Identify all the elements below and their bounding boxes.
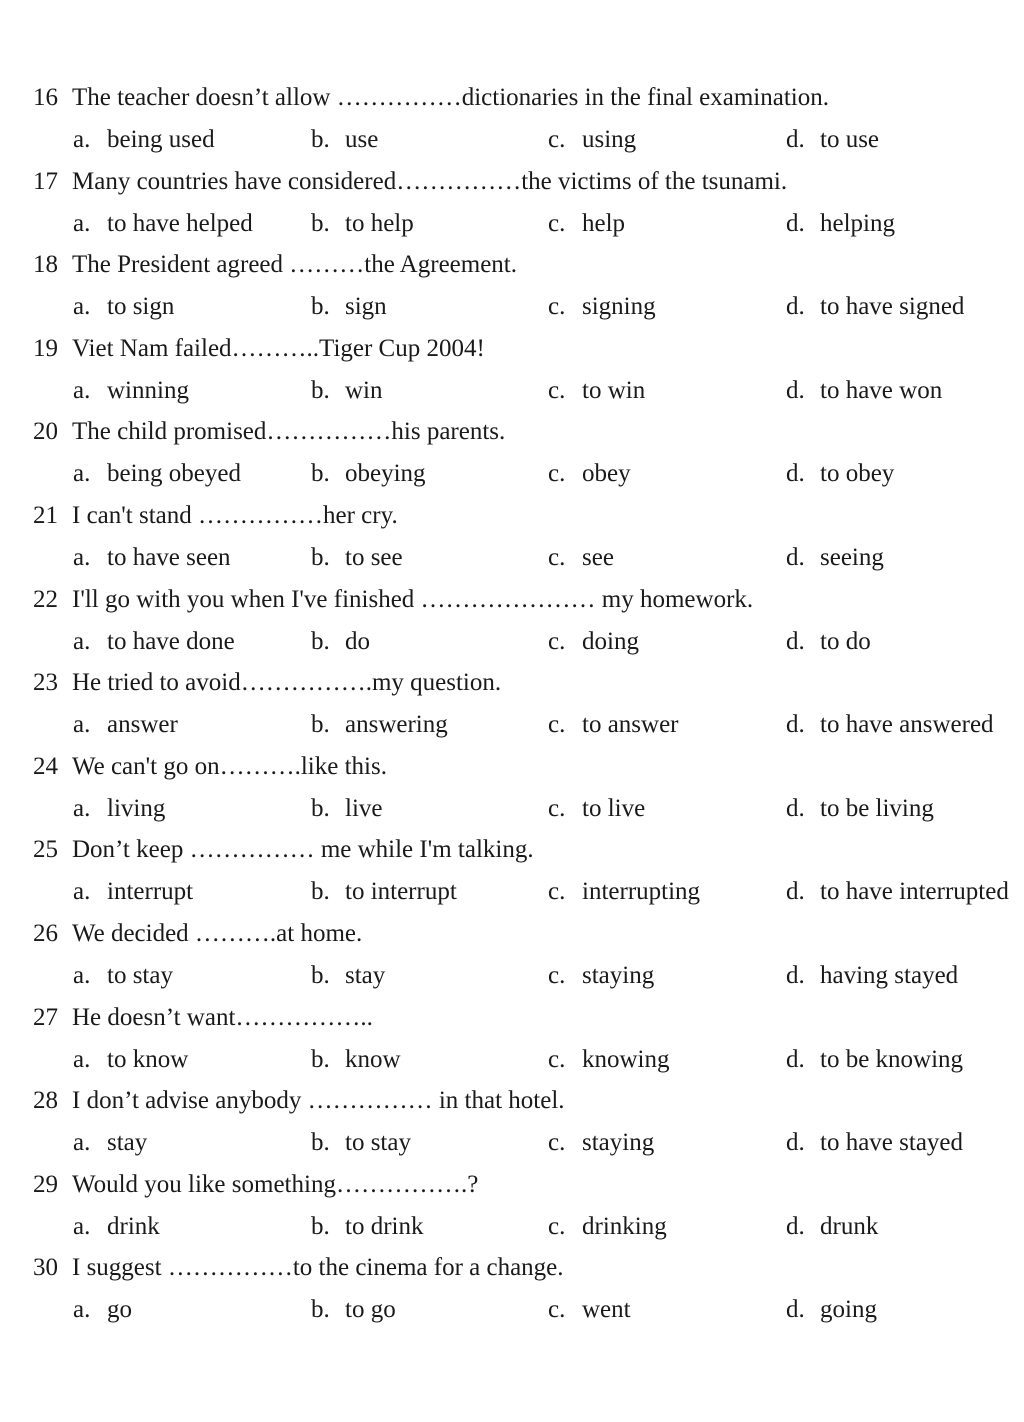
option-text: interrupt	[107, 878, 194, 906]
option-letter: c.	[548, 1045, 566, 1073]
question-text: Viet Nam failed………..Tiger Cup 2004!	[72, 334, 485, 362]
option-letter: a.	[73, 961, 91, 989]
option-text: to help	[345, 209, 414, 237]
question-line	[33, 747, 387, 787]
question-item	[0, 830, 1024, 914]
answer-options	[0, 371, 1024, 411]
option-text: staying	[582, 961, 655, 989]
option-letter: c.	[548, 1296, 566, 1324]
option-text: winning	[107, 376, 189, 404]
option-letter: d.	[786, 794, 805, 822]
answer-option[interactable]	[73, 1290, 132, 1330]
option-text: sign	[345, 293, 387, 321]
option-letter: d.	[786, 126, 805, 153]
option-letter: b.	[311, 627, 330, 655]
answer-options	[0, 622, 1024, 662]
question-text: He tried to avoid…………….my question.	[72, 669, 502, 697]
answer-option[interactable]	[73, 204, 253, 244]
option-text: interrupting	[582, 878, 701, 906]
question-number: 16	[33, 84, 58, 111]
question-item	[0, 329, 1024, 413]
option-letter: c.	[548, 627, 566, 655]
answer-option[interactable]	[786, 371, 942, 411]
answer-option[interactable]	[311, 538, 403, 578]
answer-option[interactable]	[311, 204, 414, 244]
question-line	[33, 78, 829, 118]
answer-option[interactable]	[548, 371, 645, 411]
question-line	[33, 580, 753, 620]
option-text: to be living	[820, 794, 934, 822]
option-text: to drink	[345, 1212, 424, 1240]
option-letter: c.	[548, 794, 566, 822]
question-number: 20	[33, 418, 58, 446]
option-letter: d.	[786, 627, 805, 655]
answer-option[interactable]	[548, 120, 636, 160]
question-text: The child promised……………his parents.	[72, 418, 506, 446]
question-item	[0, 747, 1024, 831]
question-item	[0, 580, 1024, 664]
option-text: to answer	[582, 711, 679, 739]
option-text: to stay	[345, 1129, 411, 1157]
question-text: The President agreed ………the Agreement.	[72, 251, 517, 279]
question-number: 17	[33, 167, 58, 195]
option-letter: c.	[548, 293, 566, 321]
option-text: to have done	[107, 627, 235, 655]
option-letter: a.	[73, 209, 91, 237]
option-letter: a.	[73, 1296, 91, 1324]
option-text: living	[107, 794, 166, 822]
option-text: see	[582, 543, 614, 571]
answer-options	[0, 204, 1024, 244]
option-letter: d.	[786, 711, 805, 739]
question-number: 25	[33, 836, 58, 864]
question-text: I can't stand ……………her cry.	[72, 501, 398, 529]
answer-options	[0, 705, 1024, 745]
answer-option[interactable]	[73, 1207, 160, 1247]
question-item	[0, 412, 1024, 496]
option-letter: c.	[548, 209, 566, 237]
question-number: 29	[33, 1170, 58, 1198]
question-item	[0, 245, 1024, 329]
option-text: to have answered	[820, 711, 994, 739]
option-letter: a.	[73, 376, 91, 404]
question-text: Many countries have considered……………the victims of the tsunami.	[72, 167, 788, 195]
answer-option[interactable]	[311, 371, 383, 411]
option-text: to have stayed	[820, 1129, 964, 1157]
option-letter: b.	[311, 293, 330, 321]
question-text: I'll go with you when I've finished ………………… my homework.	[72, 585, 754, 613]
option-text: staying	[582, 1129, 655, 1157]
question-text: Don’t keep …………… me while I'm talking.	[72, 836, 534, 864]
question-number: 28	[33, 1087, 58, 1115]
answer-option[interactable]	[73, 538, 231, 578]
option-letter: c.	[548, 1129, 566, 1157]
answer-option[interactable]	[73, 622, 235, 662]
answer-option[interactable]	[73, 956, 173, 996]
option-letter: d.	[786, 543, 805, 571]
question-item	[0, 1248, 1024, 1332]
answer-option[interactable]	[73, 789, 165, 829]
question-item	[0, 162, 1024, 246]
option-letter: d.	[786, 1212, 805, 1240]
answer-option[interactable]	[311, 1290, 396, 1330]
option-letter: c.	[548, 460, 566, 488]
answer-option[interactable]	[548, 287, 656, 327]
option-letter: a.	[73, 543, 91, 571]
answer-option[interactable]	[311, 1123, 411, 1163]
answer-option[interactable]	[786, 789, 934, 829]
answer-option[interactable]	[311, 1040, 401, 1080]
option-text: having stayed	[820, 961, 959, 989]
option-letter: d.	[786, 1045, 805, 1073]
option-text: knowing	[582, 1045, 670, 1073]
option-letter: b.	[311, 126, 330, 153]
question-line	[33, 1165, 478, 1205]
answer-option[interactable]	[311, 454, 426, 494]
option-text: win	[345, 376, 383, 404]
option-letter: a.	[73, 627, 91, 655]
answer-options	[0, 1123, 1024, 1163]
option-letter: c.	[548, 376, 566, 404]
option-text: doing	[582, 627, 639, 655]
question-item	[0, 1165, 1024, 1249]
answer-option[interactable]	[786, 872, 1009, 912]
answer-option[interactable]	[548, 872, 700, 912]
answer-option[interactable]	[73, 1040, 188, 1080]
question-line	[33, 998, 373, 1038]
answer-option[interactable]	[548, 1040, 670, 1080]
option-text: to see	[345, 543, 403, 571]
question-line	[33, 830, 534, 870]
option-text: do	[345, 627, 370, 655]
option-letter: b.	[311, 1045, 330, 1073]
answer-option[interactable]	[786, 622, 871, 662]
answer-options	[0, 1207, 1024, 1247]
question-number: 22	[33, 585, 58, 613]
option-letter: b.	[311, 794, 330, 822]
question-number: 18	[33, 251, 58, 279]
option-letter: d.	[786, 460, 805, 488]
answer-option[interactable]	[311, 1207, 423, 1247]
option-text: obey	[582, 460, 631, 488]
option-letter: b.	[311, 961, 330, 989]
option-text: to have signed	[820, 293, 965, 321]
option-text: to have interrupted	[820, 878, 1009, 906]
option-letter: a.	[73, 126, 91, 153]
answer-option[interactable]	[548, 622, 639, 662]
option-text: use	[345, 126, 379, 153]
option-letter: d.	[786, 878, 805, 906]
question-line	[33, 1081, 565, 1121]
option-text: to go	[345, 1296, 396, 1324]
option-letter: b.	[311, 543, 330, 571]
option-text: live	[345, 794, 383, 822]
answer-option[interactable]	[548, 538, 614, 578]
option-text: being used	[107, 126, 215, 153]
option-letter: c.	[548, 878, 566, 906]
answer-option[interactable]	[548, 1123, 654, 1163]
answer-option[interactable]	[311, 705, 448, 745]
option-text: answering	[345, 711, 448, 739]
question-number: 26	[33, 919, 58, 947]
option-text: using	[582, 126, 637, 153]
exercise-page	[0, 78, 1024, 1332]
option-text: being obeyed	[107, 460, 241, 488]
option-text: help	[582, 209, 626, 237]
option-letter: b.	[311, 711, 330, 739]
option-text: seeing	[820, 543, 884, 571]
question-item	[0, 78, 1024, 162]
option-letter: b.	[311, 1296, 330, 1324]
option-text: drunk	[820, 1212, 879, 1240]
question-number: 19	[33, 334, 58, 362]
option-text: to sign	[107, 293, 175, 321]
answer-option[interactable]	[786, 1290, 877, 1330]
option-letter: a.	[73, 1212, 91, 1240]
answer-option[interactable]	[548, 956, 654, 996]
option-text: stay	[107, 1129, 148, 1157]
answer-options	[0, 538, 1024, 578]
question-text: Would you like something…………….?	[72, 1170, 479, 1198]
option-letter: a.	[73, 1129, 91, 1157]
option-text: to use	[820, 126, 880, 153]
answer-option[interactable]	[73, 120, 215, 160]
option-text: go	[107, 1296, 132, 1324]
question-line	[33, 1248, 564, 1288]
option-letter: a.	[73, 293, 91, 321]
option-text: to know	[107, 1045, 189, 1073]
answer-options	[0, 287, 1024, 327]
answer-option[interactable]	[311, 622, 370, 662]
answer-option[interactable]	[786, 705, 994, 745]
option-text: to have seen	[107, 543, 231, 571]
option-text: to live	[582, 794, 646, 822]
answer-option[interactable]	[548, 204, 625, 244]
option-text: helping	[820, 209, 895, 237]
answer-option[interactable]	[786, 1207, 878, 1247]
answer-option[interactable]	[311, 287, 387, 327]
answer-option[interactable]	[548, 1207, 667, 1247]
option-letter: a.	[73, 711, 91, 739]
option-text: answer	[107, 711, 178, 739]
answer-option[interactable]	[786, 120, 879, 160]
question-text: We decided ……….at home.	[72, 919, 363, 947]
option-text: went	[582, 1296, 631, 1324]
answer-options	[0, 789, 1024, 829]
answer-options	[0, 956, 1024, 996]
answer-options	[0, 1040, 1024, 1080]
option-text: stay	[345, 961, 386, 989]
question-number: 24	[33, 752, 58, 780]
answer-option[interactable]	[786, 1123, 963, 1163]
answer-options	[0, 454, 1024, 494]
question-line	[33, 496, 398, 536]
question-number: 30	[33, 1254, 58, 1282]
answer-option[interactable]	[786, 454, 894, 494]
answer-option[interactable]	[73, 371, 189, 411]
answer-option[interactable]	[786, 538, 884, 578]
answer-option[interactable]	[73, 1123, 147, 1163]
answer-option[interactable]	[73, 705, 178, 745]
option-letter: a.	[73, 794, 91, 822]
option-letter: d.	[786, 1296, 805, 1324]
option-text: to interrupt	[345, 878, 457, 906]
option-letter: b.	[311, 460, 330, 488]
option-text: obeying	[345, 460, 426, 488]
option-letter: d.	[786, 376, 805, 404]
question-text: He doesn’t want……………..	[72, 1003, 373, 1031]
option-text: to obey	[820, 460, 895, 488]
question-item	[0, 663, 1024, 747]
option-letter: a.	[73, 460, 91, 488]
option-letter: b.	[311, 878, 330, 906]
option-letter: b.	[311, 1212, 330, 1240]
answer-option[interactable]	[548, 454, 631, 494]
option-text: to have helped	[107, 209, 253, 237]
option-text: drinking	[582, 1212, 667, 1240]
question-line	[33, 329, 485, 369]
answer-option[interactable]	[548, 789, 645, 829]
option-text: to do	[820, 627, 871, 655]
answer-options	[0, 1290, 1024, 1330]
option-letter: d.	[786, 961, 805, 989]
option-text: to win	[582, 376, 646, 404]
option-text: to stay	[107, 961, 173, 989]
option-letter: c.	[548, 961, 566, 989]
question-text: I suggest ……………to the cinema for a change.	[72, 1254, 564, 1282]
answer-option[interactable]	[786, 956, 958, 996]
question-item	[0, 496, 1024, 580]
option-letter: c.	[548, 126, 566, 153]
question-number: 23	[33, 669, 58, 697]
answer-option[interactable]	[311, 956, 385, 996]
answer-option[interactable]	[311, 872, 457, 912]
question-item	[0, 1081, 1024, 1165]
answer-option[interactable]	[786, 287, 964, 327]
option-letter: b.	[311, 376, 330, 404]
answer-option[interactable]	[73, 454, 241, 494]
option-letter: d.	[786, 293, 805, 321]
question-line	[33, 245, 517, 285]
answer-option[interactable]	[548, 1290, 631, 1330]
option-letter: c.	[548, 711, 566, 739]
question-line	[33, 914, 362, 954]
question-item	[0, 998, 1024, 1082]
option-letter: b.	[311, 209, 330, 237]
question-line	[33, 412, 505, 452]
option-letter: d.	[786, 209, 805, 237]
answer-option[interactable]	[786, 204, 895, 244]
question-number: 27	[33, 1003, 58, 1031]
question-text: We can't go on……….like this.	[72, 752, 387, 780]
option-text: signing	[582, 293, 656, 321]
answer-option[interactable]	[311, 789, 383, 829]
question-line	[33, 162, 787, 202]
question-line	[33, 663, 501, 703]
answer-option[interactable]	[548, 705, 679, 745]
answer-option[interactable]	[311, 120, 378, 160]
question-text: I don’t advise anybody …………… in that hotel.	[72, 1087, 565, 1115]
option-text: drink	[107, 1212, 160, 1240]
option-letter: a.	[73, 878, 91, 906]
answer-options	[0, 872, 1024, 912]
answer-option[interactable]	[73, 872, 193, 912]
option-text: going	[820, 1296, 877, 1324]
answer-option[interactable]	[73, 287, 174, 327]
question-item	[0, 914, 1024, 998]
option-text: to have won	[820, 376, 943, 404]
option-letter: d.	[786, 1129, 805, 1157]
option-letter: c.	[548, 1212, 566, 1240]
option-text: know	[345, 1045, 401, 1073]
question-text: The teacher doesn’t allow ……………dictionaries in the final examination.	[72, 84, 829, 111]
option-letter: a.	[73, 1045, 91, 1073]
answer-options	[0, 120, 1024, 160]
question-number: 21	[33, 501, 58, 529]
answer-option[interactable]	[786, 1040, 963, 1080]
option-letter: b.	[311, 1129, 330, 1157]
option-text: to be knowing	[820, 1045, 964, 1073]
option-letter: c.	[548, 543, 566, 571]
